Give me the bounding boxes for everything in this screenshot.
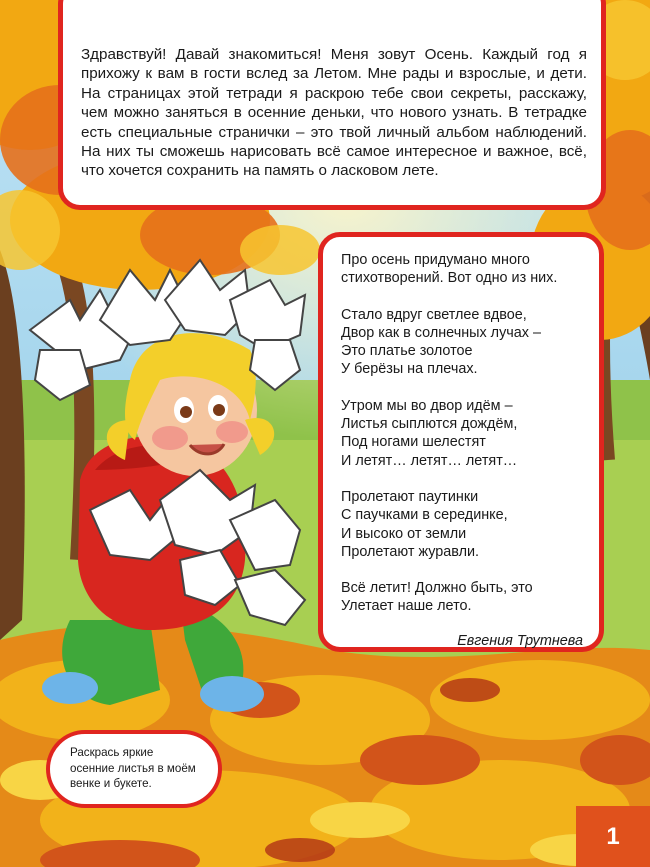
- poem-line: И высоко от земли: [341, 525, 467, 542]
- poem-line: Листья сыплются дождём,: [341, 416, 518, 433]
- poem-stanza-2: [341, 397, 585, 470]
- poem-line: Стало вдруг светлее вдвое,: [341, 306, 527, 323]
- poem-stanza-1: [341, 306, 585, 379]
- poem-line: И летят… летят… летят…: [341, 452, 518, 469]
- hint-line: Раскрась яркие: [70, 746, 154, 759]
- coloring-hint-bubble: [46, 730, 222, 808]
- poem-intro: [341, 251, 585, 288]
- intro-line: я прихожу к вам в гости вслед за Летом. Мне рады и взрослые,: [81, 46, 587, 83]
- intro-text: [81, 45, 587, 181]
- poem-line: Утром мы во двор идём –: [341, 397, 513, 414]
- intro-line: расскажу, чем можно заняться в осенние деньки, что нового: [81, 84, 587, 122]
- hint-line: осенние листья в моём: [70, 761, 196, 775]
- poem-line: У берёзы на плечах.: [341, 361, 478, 378]
- poem-line: стихотворений. Вот одно из них.: [341, 270, 558, 287]
- poem-line: Всё летит! Должно быть, это: [341, 580, 533, 597]
- poem-card: [318, 232, 604, 652]
- intro-line: Здравствуй! Давай знакомиться! Меня зовут Осень. Каждый год: [81, 46, 579, 63]
- hint-line: венке и букете.: [70, 777, 152, 790]
- intro-line: альбом наблюдений. На них ты сможешь нарисовать всё самое: [81, 123, 587, 161]
- poem-line: Улетает наше лето.: [341, 598, 472, 615]
- poem-line: Это платье золотое: [341, 343, 473, 360]
- poem-line: Двор как в солнечных лучах –: [341, 324, 541, 341]
- intro-card: [58, 0, 606, 210]
- intro-line: о ласковом лете.: [318, 162, 439, 180]
- poem-line: Про осень придумано много: [341, 252, 530, 268]
- intro-line: и дети. На страницах этой тетради я раскрою тебе свои секреты,: [81, 65, 587, 102]
- page-number: 1: [576, 806, 650, 867]
- poem-line: Пролетают журавли.: [341, 543, 480, 560]
- poem-line: Под ногами шелестят: [341, 434, 486, 451]
- poem-stanza-4: [341, 579, 585, 616]
- poem-line: Пролетают паутинки: [341, 488, 479, 505]
- poem-stanza-3: [341, 488, 585, 561]
- intro-line: интересное и важное, всё, что хочется сохранить на память: [81, 143, 587, 180]
- poem-author: Евгения Трутнева: [457, 632, 583, 649]
- poem-line: С паучками в серединке,: [341, 507, 508, 524]
- intro-line: узнать. В тетрадке есть специальные странички – это твой личный: [81, 104, 587, 141]
